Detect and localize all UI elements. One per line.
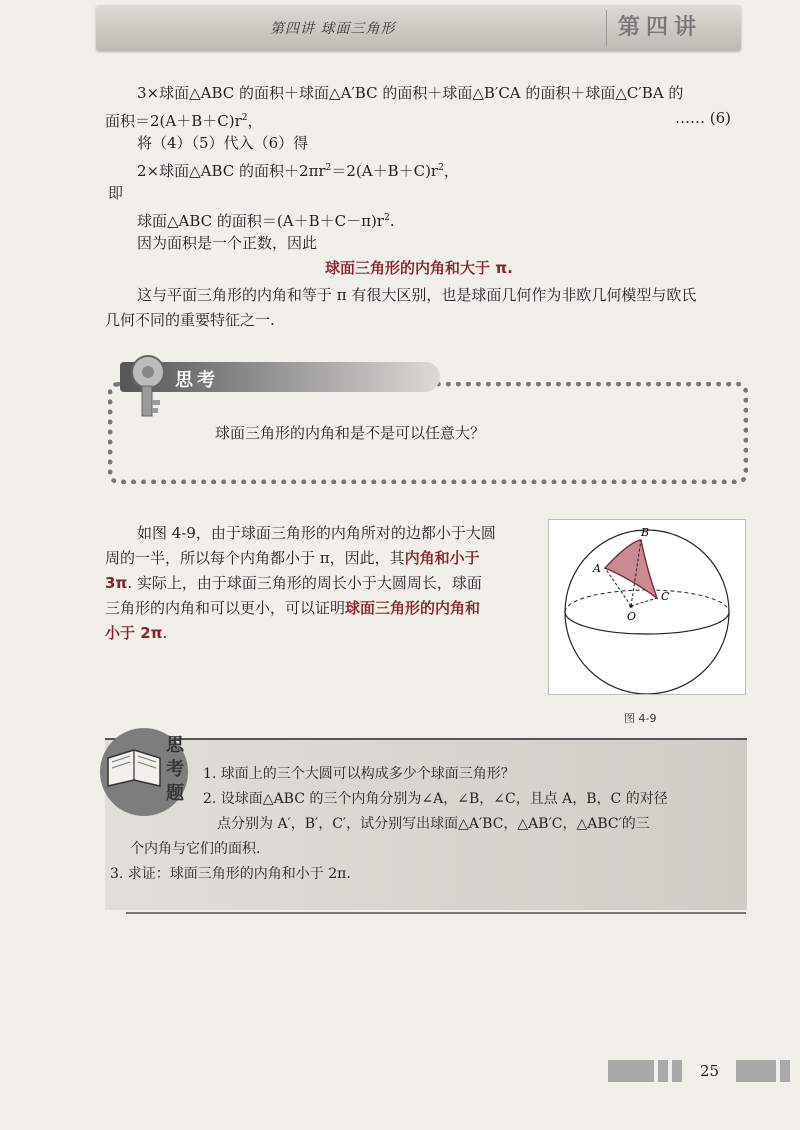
page-bar (736, 1060, 776, 1082)
text-line: 即 (108, 184, 124, 202)
page-number: 25 (700, 1062, 720, 1080)
label-A: A (593, 562, 601, 575)
highlight-statement: 球面三角形的内角和大于 π. (325, 259, 513, 277)
text-line: 球面△ABC 的面积$=(A+B+C-\pi)r^2$. (137, 212, 395, 230)
page-bar (780, 1060, 790, 1082)
label-C: C (661, 590, 670, 603)
text-line: 2×球面△ABC 的面积$+2\pi r^2=2(A+B+C)r^2$， (137, 162, 459, 180)
key-icon (118, 350, 178, 420)
label-B: B (641, 526, 650, 539)
figure-4-9 (548, 519, 746, 695)
exercise-3: 3. 求证：球面三角形的内角和小于 2π. (110, 866, 351, 882)
book-icon (104, 746, 164, 792)
equation-number: …… (6) (675, 109, 732, 127)
text-line: 几何不同的重要特征之一. (105, 311, 275, 329)
text-line: 这与平面三角形的内角和等于 π 有很大区别，也是球面几何作为非欧几何模型与欧氏 (137, 286, 697, 304)
page-bar (608, 1060, 654, 1082)
page-bar (672, 1060, 682, 1082)
think-question: 球面三角形的内角和是不是可以任意大？ (215, 424, 486, 442)
text-line: 小于 2π. (105, 624, 168, 642)
exercise-1: 1. 球面上的三个大圆可以构成多少个球面三角形？ (203, 766, 515, 782)
exercise-title: 思考题 (166, 735, 184, 804)
text-line: 3π. 实际上，由于球面三角形的周长小于大圆周长，球面 (105, 574, 482, 592)
chapter-mark: 第四讲 (618, 14, 703, 40)
header-title: 第四讲 球面三角形 (270, 21, 396, 37)
divider (126, 912, 746, 914)
text-line: 因为面积是一个正数，因此 (137, 234, 318, 252)
header-divider (606, 10, 607, 46)
figure-caption: 图 4-9 (624, 712, 657, 725)
text-line: 面积$=2(A+B+C)r^2$， (105, 112, 263, 130)
page-bar (658, 1060, 668, 1082)
text-line: 三角形的内角和可以更小，可以证明球面三角形的内角和 (105, 599, 481, 617)
exercise-2: 2. 设球面△ABC 的三个内角分别为∠A，∠B，∠C，且点 A，B，C 的对径 (203, 791, 668, 807)
text-line: 如图 4-9，由于球面三角形的内角所对的边都小于大圆 (137, 524, 496, 542)
text-line: 周的一半，所以每个内角都小于 π，因此，其内角和小于 (105, 549, 480, 567)
think-label: 思考 (175, 370, 219, 391)
text-line: 3×球面△ABC 的面积＋球面△A′BC 的面积＋球面△B′CA 的面积＋球面△C′BA 的 (137, 84, 684, 102)
label-O: O (627, 610, 637, 623)
exercise-2-cont: 个内角与它们的面积. (130, 841, 261, 857)
exercise-2-cont: 点分别为 A′，B′，C′，试分别写出球面△A′BC，△AB′C，△ABC′的三 (217, 816, 650, 832)
sphere-diagram (549, 520, 745, 694)
text-line: 将（4）（5）代入（6）得 (137, 134, 309, 152)
